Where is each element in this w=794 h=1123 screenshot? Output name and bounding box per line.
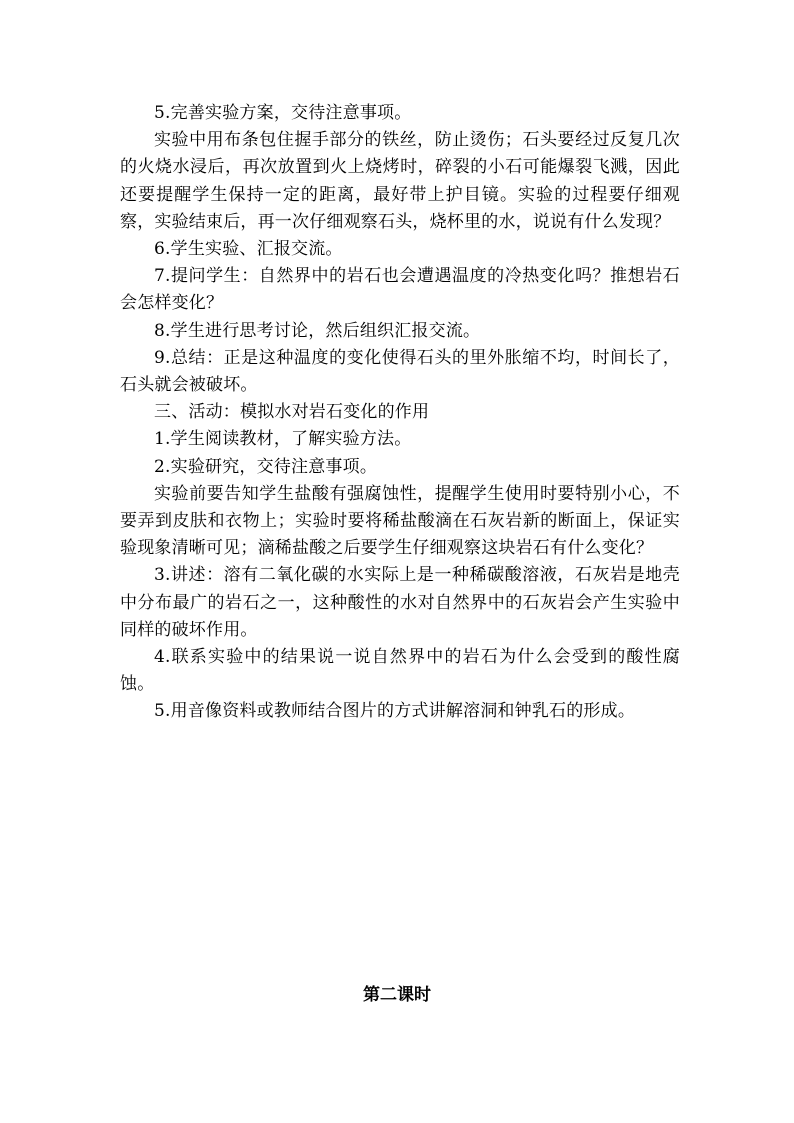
- document-body: [120, 100, 680, 726]
- activity-heading: 三、活动：模拟水对岩石变化的作用: [154, 402, 430, 423]
- experiment-safety-paragraph: 实验中用布条包住握手部分的铁丝，防止烫伤；石头要经过反复几次的火烧水浸后，再次放置到火上烧烤时，碎裂的小石可能爆裂飞溅，因此还要提醒学生保持一定的距离，最好带上护目镜。实验的过程要仔细观察，实验结束后，再一次仔细观察石头，烧杯里的水，说说有什么发现？: [120, 130, 680, 232]
- activity-step-1: 1.学生阅读教材，了解实验方法。: [154, 429, 412, 450]
- activity-step-2: 2.实验研究，交待注意事项。: [154, 456, 378, 477]
- step-5-heading: 5.完善实验方案，交待注意事项。: [154, 103, 412, 123]
- activity-step-5: 5.用音像资料或教师结合图片的方式讲解溶洞和钟乳石的形成。: [154, 701, 636, 722]
- step-6-text: 6.学生实验、汇报交流。: [154, 239, 343, 260]
- acid-safety-paragraph: 实验前要告知学生盐酸有强腐蚀性，提醒学生使用时要特别小心，不要弄到皮肤和衣物上；实验时要将稀盐酸滴在石灰岩新的断面上，保证实验现象清晰可见；滴稀盐酸之后要学生仔细观察这块岩石有什么变化？: [120, 483, 680, 559]
- step-7-text: 7.提问学生：自然界中的岩石也会遭遇温度的冷热变化吗？推想岩石会怎样变化？: [120, 266, 680, 314]
- activity-step-3: 3.讲述：溶有二氧化碳的水实际上是一种稀碳酸溶液，石灰岩是地壳中分布最广的岩石之一，这种酸性的水对自然界中的石灰岩会产生实验中同样的破坏作用。: [120, 565, 680, 640]
- session-title: 第二课时: [363, 985, 431, 1005]
- activity-step-4: 4.联系实验中的结果说一说自然界中的岩石为什么会受到的酸性腐蚀。: [120, 647, 680, 695]
- step-8-text: 8.学生进行思考讨论，然后组织汇报交流。: [154, 320, 481, 341]
- step-9-summary: 9.总结：正是这种温度的变化使得石头的里外胀缩不均，时间长了，石头就会被破坏。: [120, 347, 680, 396]
